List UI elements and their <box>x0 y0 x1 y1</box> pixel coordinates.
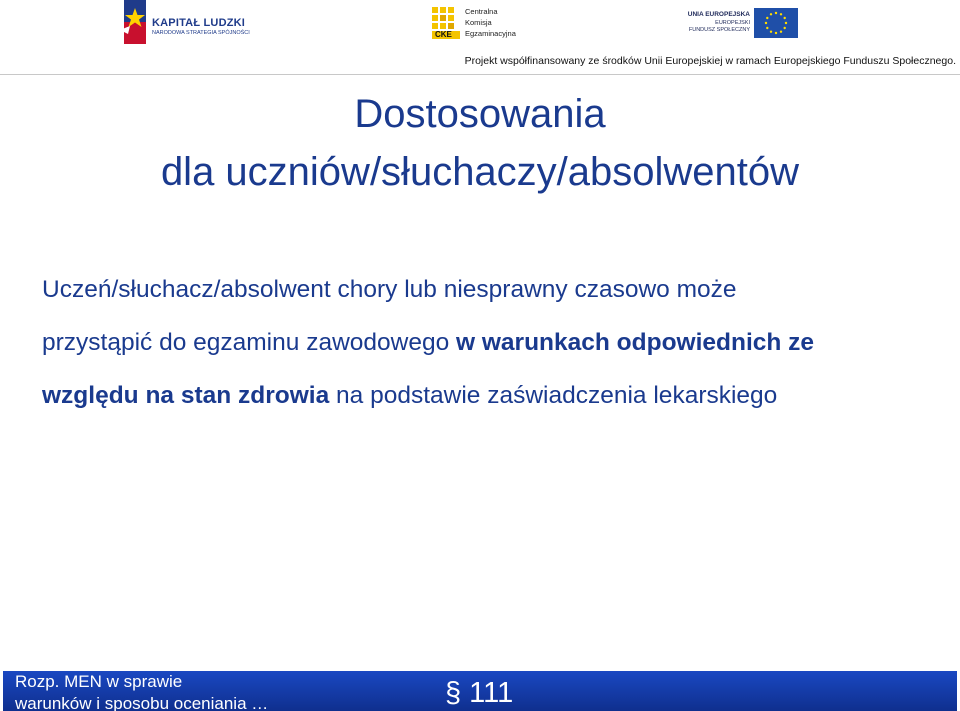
eu-logo <box>686 4 806 40</box>
cke-line-3: Egzaminacyjna <box>465 29 516 38</box>
footer-paragraph-number: § 111 <box>445 677 514 709</box>
cke-line-2: Komisja <box>465 18 492 27</box>
body-line-3-bold: względu na stan zdrowia <box>42 382 330 409</box>
footer-regulation-line-1: Rozp. MEN w sprawie <box>15 672 183 691</box>
kapital-ludzki-subtitle: NARODOWA STRATEGIA SPÓJNOŚCI <box>152 30 250 36</box>
body-line-2-normal: przystąpić do egzaminu zawodowego <box>42 329 457 356</box>
body-line-3 <box>42 369 942 422</box>
eu-line-2: EUROPEJSKI <box>715 20 750 26</box>
star-flag-icon <box>120 0 150 44</box>
cke-mark: CKE <box>435 30 452 39</box>
kapital-ludzki-title: KAPITAŁ LUDZKI <box>152 17 246 29</box>
body-paragraph <box>42 263 942 422</box>
project-cofinancing-line: Projekt współfinansowany ze środków Unii Europejskiej w ramach Europejskiego Funduszu Społecznego. <box>464 55 956 67</box>
slide-title-line-2: dla uczniów/słuchaczy/absolwentów <box>160 150 800 194</box>
body-line-2 <box>42 316 942 369</box>
kapital-ludzki-logo <box>120 0 270 46</box>
header-divider <box>0 74 960 75</box>
footer-regulation-line-2: warunków i sposobu oceniania … <box>15 694 269 711</box>
body-line-1: Uczeń/słuchacz/absolwent chory lub niesprawny czasowo może <box>42 276 737 303</box>
body-line-3-normal: na podstawie zaświadczenia lekarskiego <box>329 382 778 409</box>
cke-logo <box>432 5 542 41</box>
cke-line-1: Centralna <box>465 7 498 16</box>
eu-flag-icon <box>754 8 798 38</box>
footer-bar <box>3 671 957 711</box>
slide-title-line-1: Dostosowania <box>354 92 606 136</box>
eu-line-1: UNIA EUROPEJSKA <box>687 11 750 18</box>
eu-line-3: FUNDUSZ SPOŁECZNY <box>688 27 750 33</box>
body-line-2-bold: w warunkach odpowiednich ze <box>456 329 815 356</box>
